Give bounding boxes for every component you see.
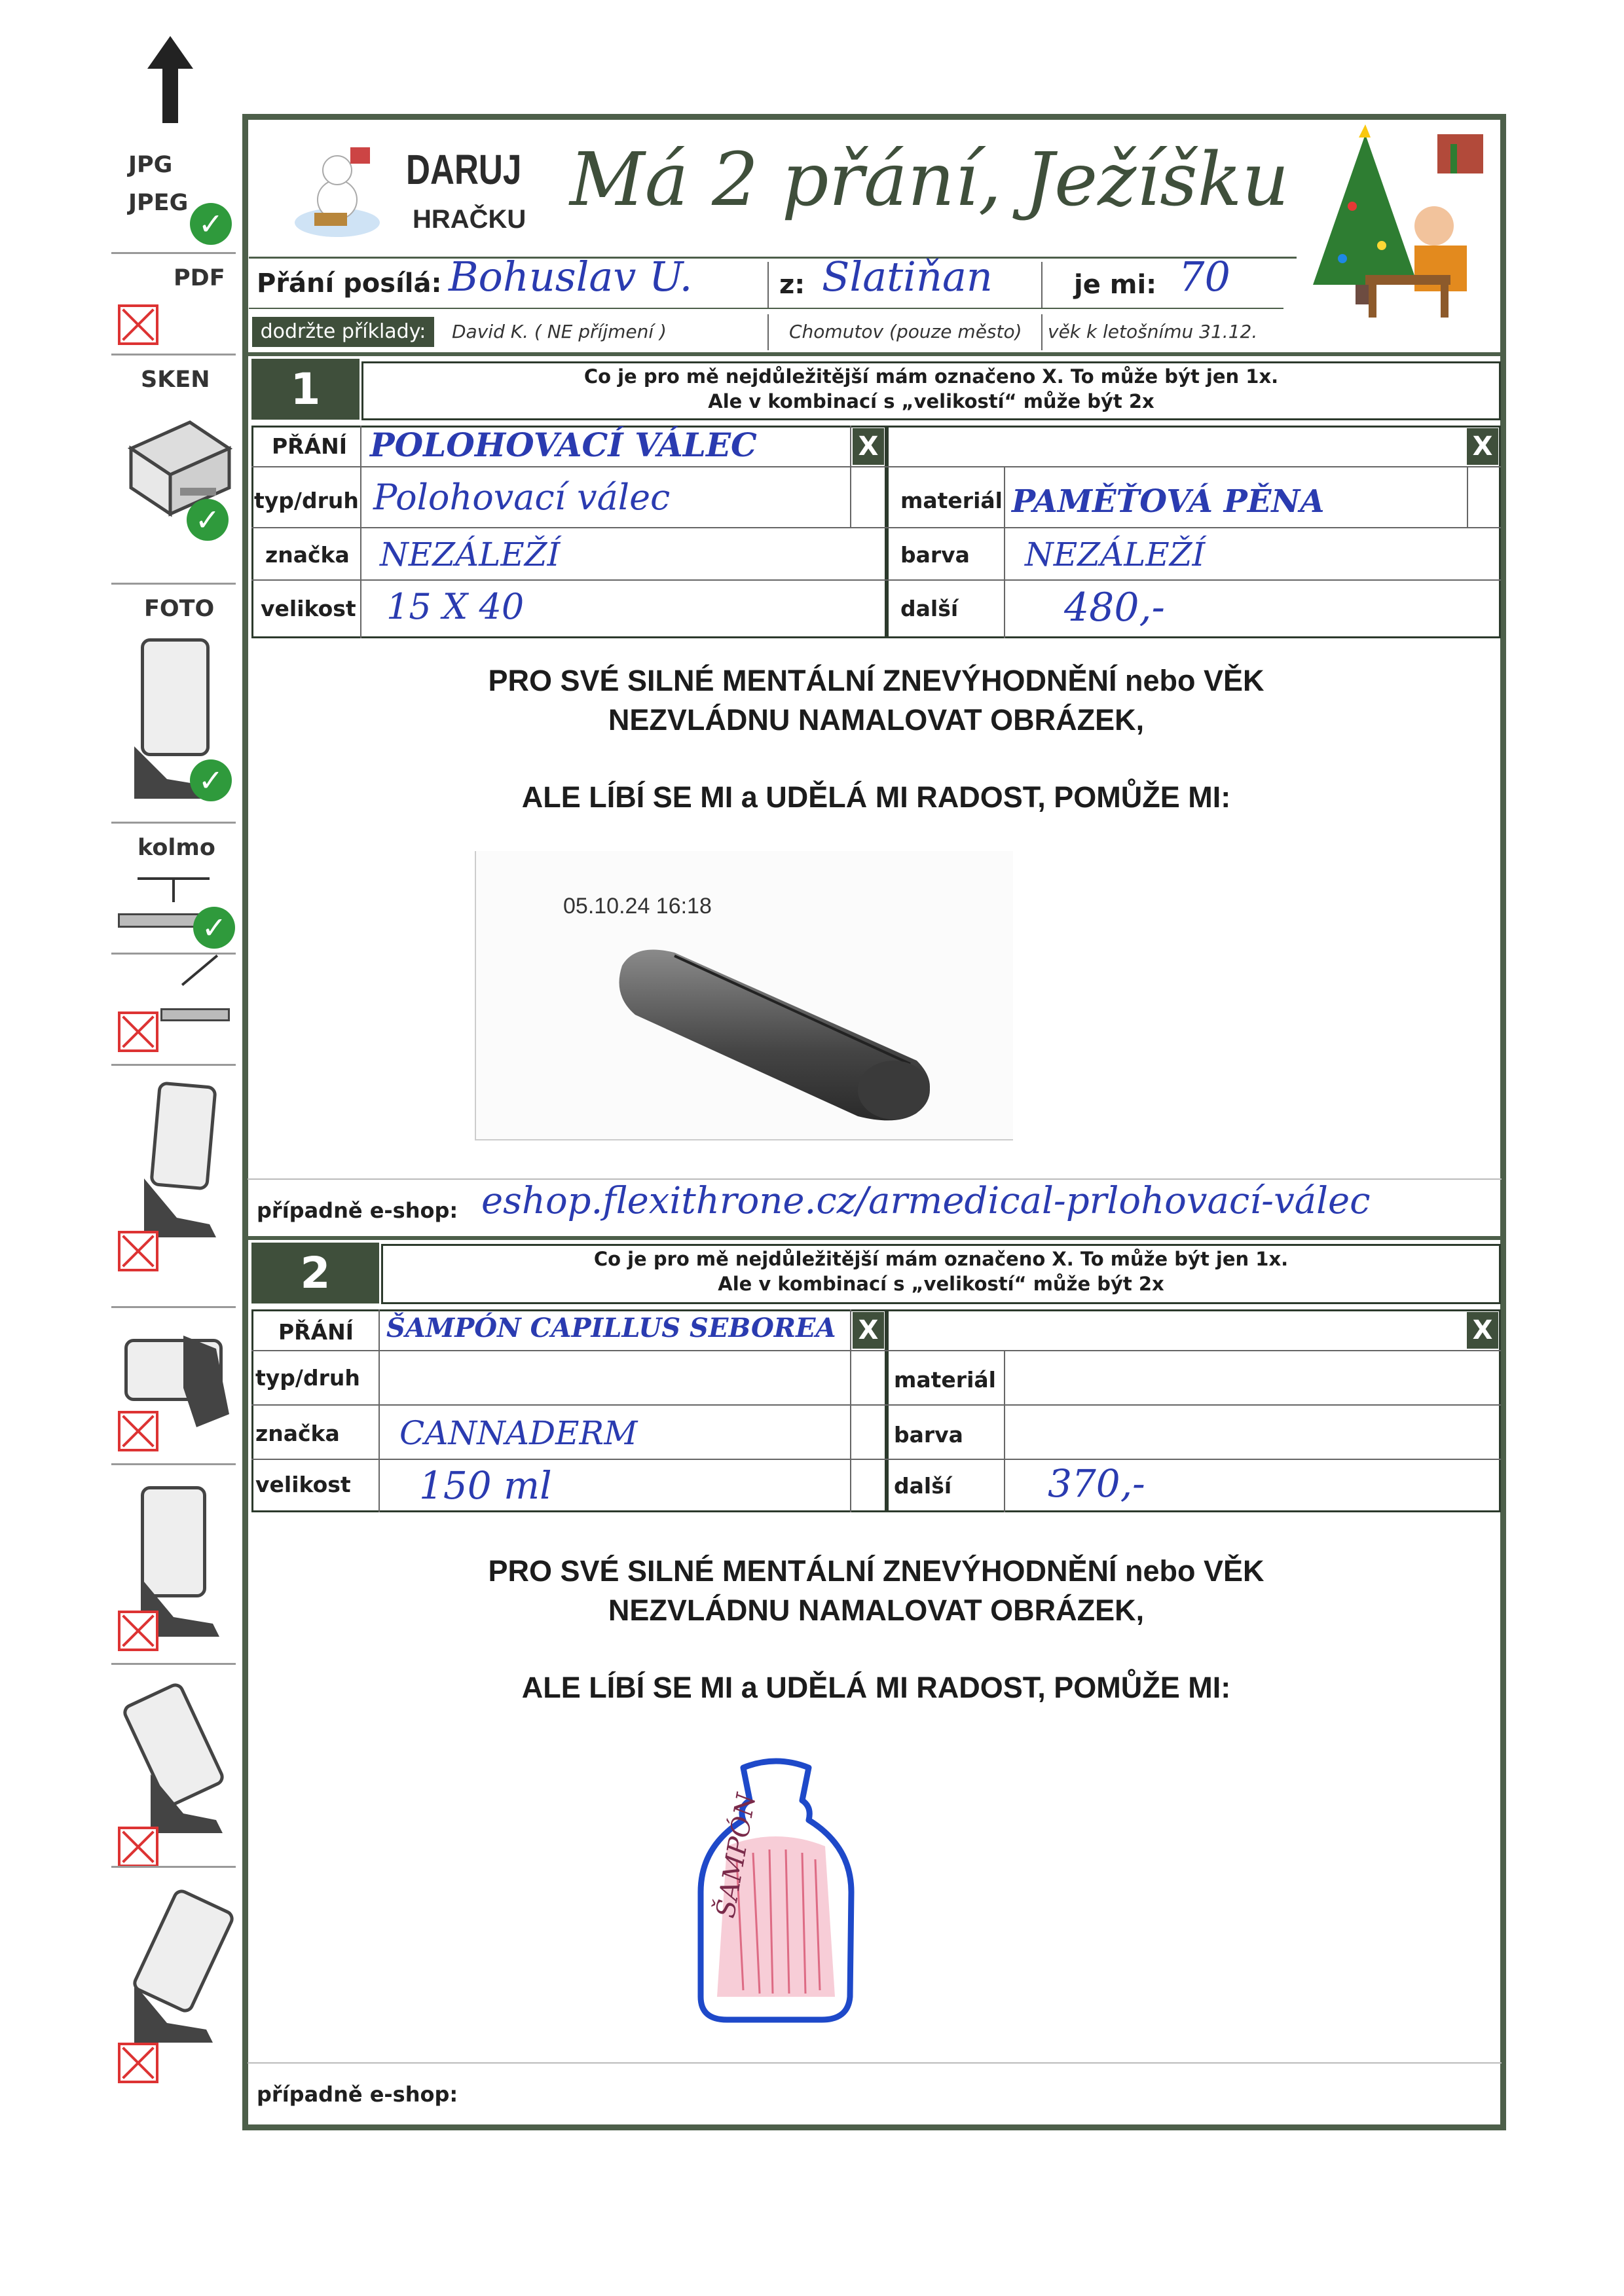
wish-1-hint-line1: Co je pro mě nejdůležitější mám označeno X. To může být jen 1x.: [583, 365, 1279, 388]
check-icon: ✓: [187, 499, 229, 541]
document-angled-icon: [181, 955, 218, 986]
snowman-icon: [288, 137, 386, 242]
header-divider: [249, 257, 1297, 259]
format-jpg-label: JPG: [128, 152, 173, 178]
wish-1-brand-label: značka: [265, 542, 350, 568]
wish-1-material-value[interactable]: PAMĚŤOVÁ PĚNA: [1012, 483, 1325, 520]
example-name: David K. ( NE příjmení ): [452, 321, 667, 342]
christmas-tree-icon: [1293, 121, 1496, 318]
wish-2-right-x-mark[interactable]: X: [1467, 1312, 1498, 1349]
hand-icon: [170, 1336, 236, 1427]
example-city: Chomutov (pouze město): [789, 321, 1022, 342]
wish-2-size-label: velikost: [255, 1472, 351, 1497]
shampoo-bottle-label: ŠAMPÓN: [710, 1791, 762, 1920]
shampoo-bottle-drawing: [681, 1755, 871, 2030]
check-icon: ✓: [193, 907, 235, 949]
cross-icon: [118, 1231, 158, 1271]
arrow-up-icon: [147, 36, 193, 69]
age-value[interactable]: 70: [1179, 253, 1230, 301]
wish-1-type-value[interactable]: Polohovací válec: [373, 477, 671, 518]
wish-2-number: 2: [251, 1243, 379, 1303]
wish-2-material-label: materiál: [894, 1367, 996, 1393]
wish-2-brand-value[interactable]: CANNADERM: [399, 1414, 638, 1452]
from-value[interactable]: Slatiňan: [822, 253, 993, 301]
wish-2-other-value[interactable]: 370,-: [1048, 1461, 1145, 1506]
wish-1-right-table: [887, 426, 1501, 638]
hand-icon: [144, 1755, 229, 1833]
logo-daruj: DARUJ: [406, 146, 522, 193]
cross-icon: [118, 1827, 158, 1867]
wish-1-other-value[interactable]: 480,-: [1064, 585, 1165, 630]
wish-1-wish-label: PŘÁNÍ: [272, 433, 348, 459]
format-pdf-label: PDF: [174, 265, 225, 291]
logo-hracku: HRAČKU: [413, 205, 526, 234]
wish-2-left-x-mark[interactable]: X: [853, 1312, 884, 1349]
format-jpeg-label: JPEG: [128, 190, 189, 216]
wish-1-left-x-mark[interactable]: X: [853, 428, 884, 465]
page-title: Má 2 přání, Ježíšku: [570, 137, 1289, 223]
angle-perpendicular-label: kolmo: [138, 835, 215, 861]
wish-1-wish-value[interactable]: POLOHOVACÍ VÁLEC: [370, 426, 757, 464]
wish-2-notice-line3: ALE LÍBÍ SE MI a UDĚLÁ MI RADOST, POMŮŽE MI:: [521, 1671, 1231, 1704]
wish-1-notice-line1: PRO SVÉ SILNÉ MENTÁLNÍ ZNEVÝHODNĚNÍ nebo VĚK: [488, 664, 1264, 697]
wish-1-eshop-value[interactable]: eshop.flexithrone.cz/armedical-prlohovací-válec: [481, 1180, 1371, 1222]
positioning-roller-image: [609, 930, 950, 1133]
sender-label: Přání posílá:: [257, 268, 442, 299]
wish-1-color-label: barva: [900, 542, 970, 568]
wish-1-number: 1: [251, 359, 360, 420]
wish-2-wish-label: PŘÁNÍ: [278, 1319, 354, 1345]
cross-icon: [118, 2043, 158, 2083]
cross-icon: [118, 304, 158, 345]
wish-2-color-label: barva: [894, 1422, 963, 1448]
wish-1-material-label: materiál: [900, 488, 1003, 513]
wish-2-hint-line1: Co je pro mě nejdůležitější mám označeno X. To může být jen 1x.: [593, 1248, 1289, 1270]
hand-icon: [138, 1152, 223, 1237]
check-icon: ✓: [190, 203, 232, 245]
format-scan-label: SKEN: [141, 367, 210, 393]
wish-1-photo-timestamp: 05.10.24 16:18: [563, 894, 712, 919]
wish-1-other-label: další: [900, 596, 959, 621]
cross-icon: [118, 1611, 158, 1651]
wish-1-color-value[interactable]: NEZÁLEŽÍ: [1025, 536, 1206, 574]
from-label: z:: [779, 270, 805, 300]
wish-2-brand-label: značka: [255, 1421, 340, 1446]
wish-1-hint-line2: Ale v kombinací s „velikostí“ může být 2x: [708, 390, 1154, 412]
wish-2-right-table: [887, 1309, 1501, 1512]
wish-1-eshop-label: případně e-shop:: [257, 1198, 458, 1223]
wish-1-size-value[interactable]: 15 X 40: [386, 586, 525, 627]
wish-2-notice-line1: PRO SVÉ SILNÉ MENTÁLNÍ ZNEVÝHODNĚNÍ nebo VĚK: [488, 1554, 1264, 1588]
cross-icon: [118, 1411, 158, 1451]
wish-1-brand-value[interactable]: NEZÁLEŽÍ: [380, 536, 561, 574]
wish-1-notice-line2: NEZVLÁDNU NAMALOVAT OBRÁZEK,: [608, 703, 1145, 737]
age-label: je mi:: [1074, 270, 1157, 300]
example-age: věk k letošnímu 31.12.: [1048, 321, 1258, 342]
wish-1-type-label: typ/druh: [254, 488, 359, 513]
wish-2-eshop-label: případně e-shop:: [257, 2082, 458, 2107]
wish-2-type-label: typ/druh: [255, 1365, 360, 1391]
wish-1-notice-line3: ALE LÍBÍ SE MI a UDĚLÁ MI RADOST, POMŮŽE MI:: [521, 780, 1231, 814]
wish-2-other-label: další: [894, 1473, 952, 1499]
sender-value[interactable]: Bohuslav U.: [449, 253, 693, 301]
check-icon: ✓: [190, 759, 232, 801]
wish-2-size-value[interactable]: 150 ml: [419, 1463, 552, 1508]
wish-1-right-x-mark[interactable]: X: [1467, 428, 1498, 465]
wish-1-size-label: velikost: [261, 596, 356, 621]
wish-2-wish-value[interactable]: ŠAMPÓN CAPILLUS SEBOREA: [386, 1313, 836, 1343]
wish-2-notice-line2: NEZVLÁDNU NAMALOVAT OBRÁZEK,: [608, 1594, 1145, 1627]
wish-2-hint-line2: Ale v kombinací s „velikostí“ může být 2x: [718, 1273, 1164, 1295]
examples-badge: dodržte příklady:: [252, 317, 434, 347]
format-photo-label: FOTO: [144, 596, 215, 622]
arrow-up-shaft: [162, 67, 178, 123]
hand-icon: [128, 1958, 219, 2043]
cross-icon: [118, 1011, 158, 1052]
